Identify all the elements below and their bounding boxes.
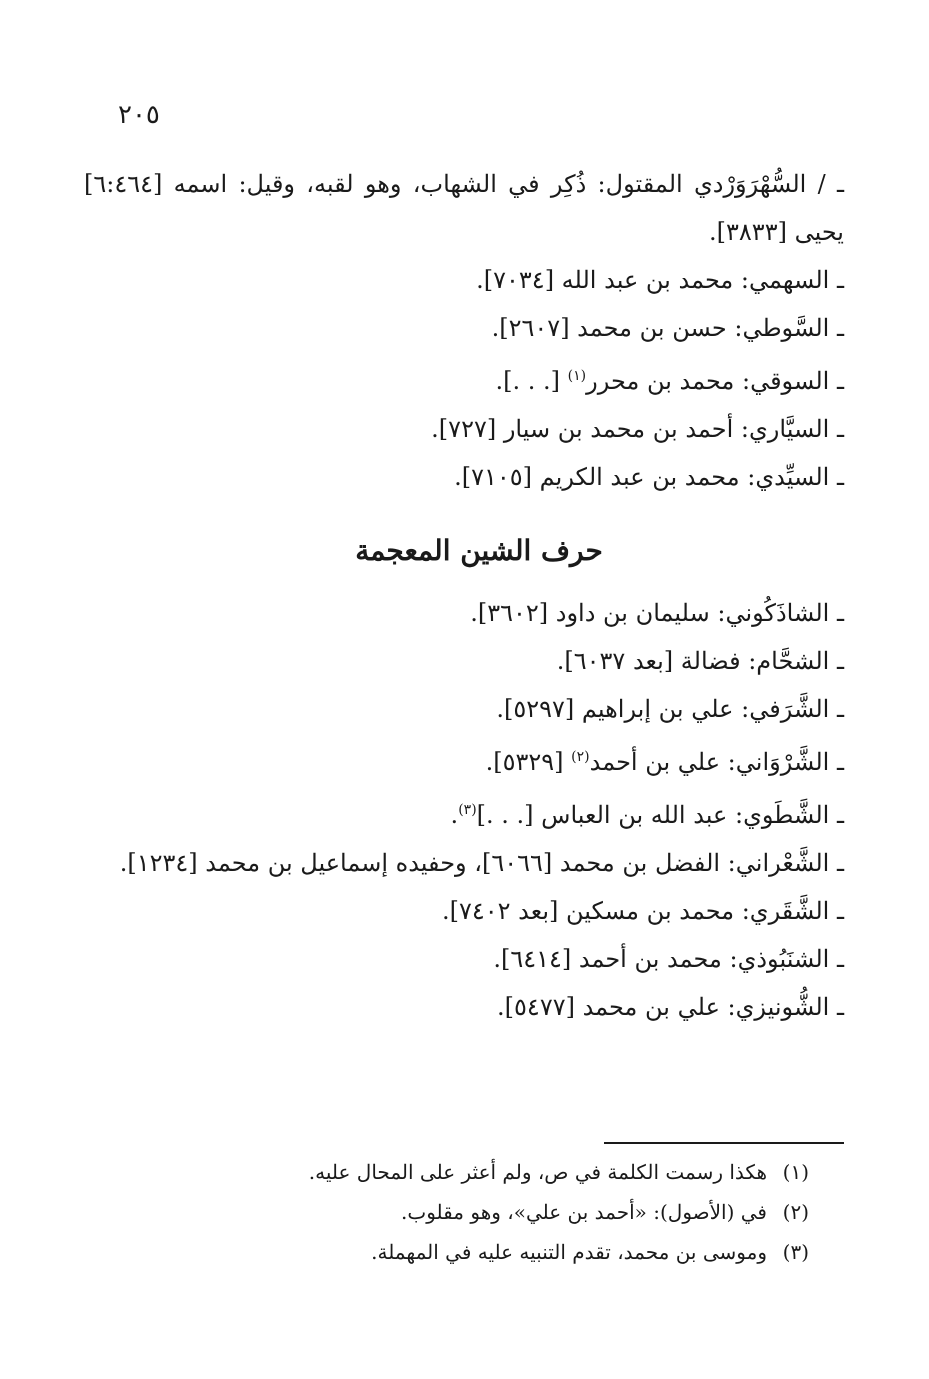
- entry-sayyidi: ـ السيِّدي: محمد بن عبد الكريم [٧١٠٥].: [454, 463, 844, 491]
- section-title: حرف الشين المعجمة: [355, 534, 603, 567]
- entry-shadhakuni: ـ الشاذَكُوني: سليمان بن داود [٣٦٠٢].: [470, 599, 844, 627]
- footnote-3-number: (٣): [782, 1240, 809, 1264]
- entry-shaarani: ـ الشَّعْراني: الفضل بن محمد [٦٠٦٦]، وحفيده إسماعيل بن محمد [١٢٣٤].: [119, 849, 844, 877]
- entry-suqi: [84, 352, 844, 405]
- footnote-1: [119, 1152, 809, 1192]
- footnote-2: [119, 1192, 809, 1232]
- entry-shatawi-text: ـ الشَّطَوي: عبد الله بن العباس [. . .]: [476, 801, 844, 829]
- entry-shatawi: [84, 786, 844, 839]
- footnote-2-number: (٢): [782, 1200, 809, 1224]
- footnotes: [119, 1152, 809, 1272]
- footnote-3-text: وموسى بن محمد، تقدم التنبيه عليه في المهملة.: [371, 1240, 767, 1264]
- footnote-1-number: (١): [782, 1160, 809, 1184]
- entry-sharwani-text: ـ الشَّرْوَاني: علي بن أحمد: [589, 748, 844, 776]
- entry-sharwani: [84, 733, 844, 786]
- entry-shatawi-tail: .: [450, 801, 459, 829]
- entry-suqi-text: ـ السوقي: محمد بن محرر: [586, 367, 844, 395]
- entry-sharwani-tail: [٥٣٢٩].: [485, 748, 572, 776]
- entry-shanabudhi: ـ الشنَبُوذي: محمد بن أحمد [٦٤١٤].: [493, 945, 844, 973]
- entry-sayyari: ـ السيَّاري: أحمد بن محمد بن سيار [٧٢٧].: [431, 415, 844, 443]
- entry-sawti: ـ السَّوطي: حسن بن محمد [٢٦٠٧].: [491, 314, 844, 342]
- entries-list: [84, 160, 844, 1031]
- footnote-ref-1: (١): [567, 368, 587, 384]
- footnote-1-text: هكذا رسمت الكلمة في ص، ولم أعثر على المحال عليه.: [308, 1160, 767, 1184]
- entry-shahham: ـ الشحَّام: فضالة [بعد ٦٠٣٧].: [556, 647, 844, 675]
- entry-sahmi: ـ السهمي: محمد بن عبد الله [٧٠٣٤].: [476, 266, 844, 294]
- page-number: ٢٠٥: [118, 100, 160, 130]
- entry-suhrawardi: ـ / السُّهْرَوَرْدي المقتول: ذُكِر في الشهاب، وهو لقبه، وقيل: اسمه [٦:٤٦٤] يحيى [٣٨٣٣].: [84, 170, 844, 246]
- entry-suqi-tail: [. . .].: [495, 367, 568, 395]
- footnote-ref-3: (٣): [458, 802, 477, 818]
- footnote-divider: [604, 1142, 844, 1144]
- footnote-2-text: في (الأصول): «أحمد بن علي»، وهو مقلوب.: [401, 1200, 767, 1224]
- footnote-ref-2: (٢): [571, 749, 590, 765]
- footnote-3: [119, 1232, 809, 1272]
- entry-shaqari: ـ الشَّقَري: محمد بن مسكين [بعد ٧٤٠٢].: [441, 897, 844, 925]
- entry-shunizi: ـ الشُّونيزي: علي بن محمد [٥٤٧٧].: [497, 993, 844, 1021]
- entry-sharafi: ـ الشَّرَفي: علي بن إبراهيم [٥٢٩٧].: [496, 695, 844, 723]
